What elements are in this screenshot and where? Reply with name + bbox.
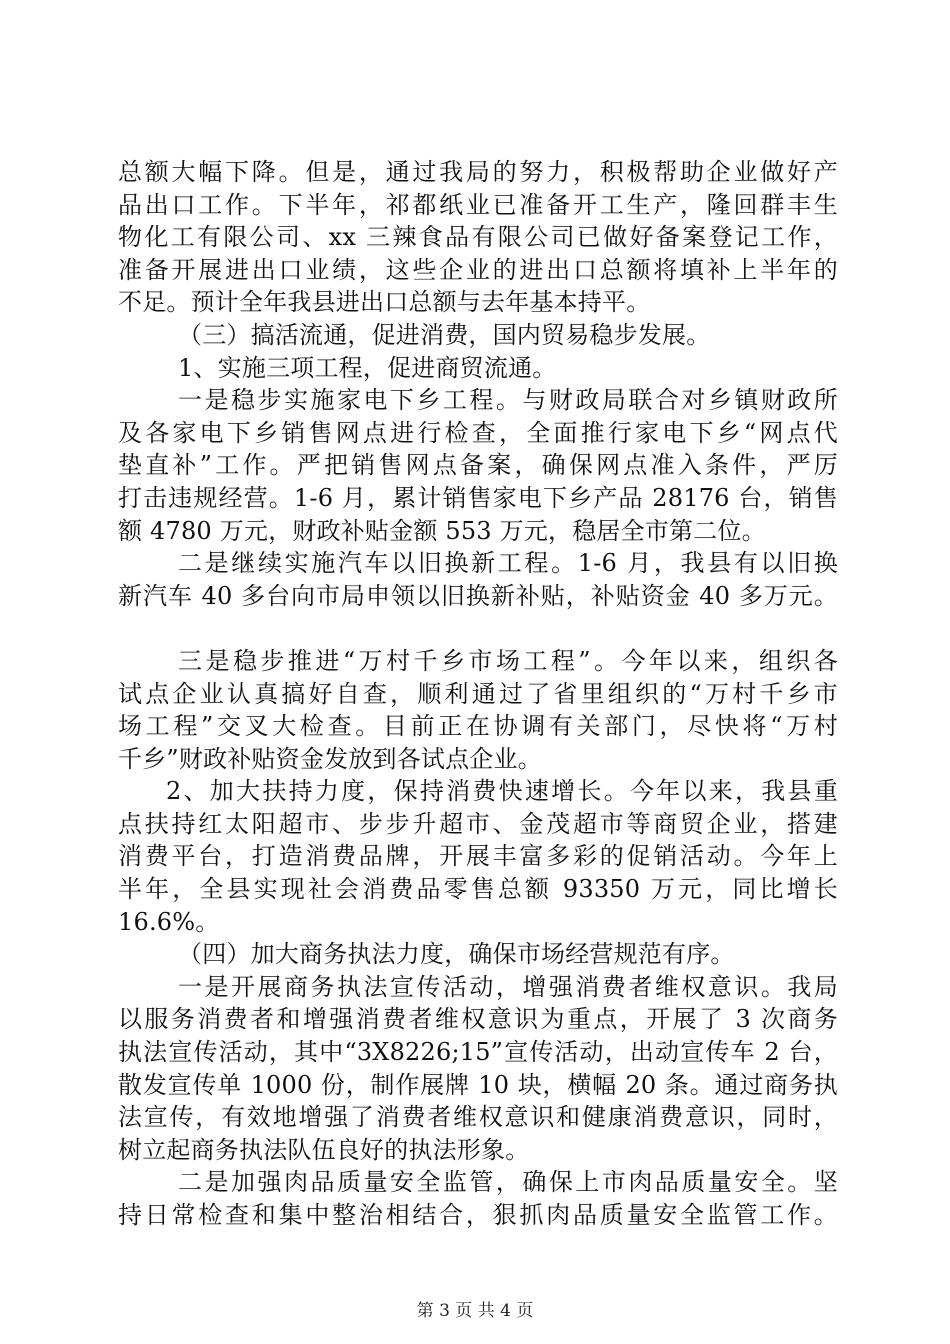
paragraph-line: 垫直补”工作。严把销售网点备案，确保网点准入条件，严厉 <box>118 451 838 480</box>
paragraph-line: 品出口工作。下半年，祁都纸业已准备开工生产，隆回群丰生 <box>118 190 838 219</box>
paragraph-line: 三是稳步推进“万村千乡市场工程”。今年以来，组织各 <box>178 646 838 675</box>
blank-line <box>118 612 838 645</box>
paragraph-line: 一是开展商务执法宣传活动，增强消费者维权意识。我局 <box>178 972 838 1001</box>
page-footer <box>0 1296 950 1321</box>
paragraph-line: 法宣传，有效地增强了消费者维权意识和健康消费意识，同时， <box>118 1103 838 1132</box>
page-indicator: 第 3 页 共 4 页 <box>416 1301 534 1321</box>
paragraph-line: 二是继续实施汽车以旧换新工程。1-6 月，我县有以旧换 <box>178 549 838 578</box>
paragraph-line: 千乡”财政补贴资金发放到各试点企业。 <box>118 744 542 773</box>
paragraph-line: 持日常检查和集中整治相结合，狠抓肉品质量安全监管工作。 <box>118 1201 838 1229</box>
document-body <box>118 156 838 1232</box>
subsection-heading: 1、实施三项工程，促进商贸流通。 <box>178 353 557 382</box>
paragraph-line: 试点企业认真搞好自查，顺利通过了省里组织的“万村千乡市 <box>118 679 838 708</box>
paragraph-line: 以服务消费者和增强消费者维权意识为重点，开展了 3 次商务 <box>118 1005 838 1034</box>
paragraph-line: 消费平台，打造消费品牌，开展丰富多彩的促销活动。今年上 <box>118 842 838 871</box>
paragraph-line: 打击违规经营。1-6 月，累计销售家电下乡产品 28176 台，销售 <box>118 483 838 512</box>
paragraph-line: 额 4780 万元，财政补贴金额 553 万元，稳居全市第二位。 <box>118 516 766 545</box>
paragraph-line: 二是加强肉品质量安全监管，确保上市肉品质量安全。坚 <box>178 1168 838 1197</box>
paragraph-line: 执法宣传活动，其中“3X8226;15”宣传活动，出动宣传车 2 台， <box>118 1038 838 1067</box>
paragraph-line: 准备开展进出口业绩，这些企业的进出口总额将填补上半年的 <box>118 255 838 284</box>
paragraph-line: 不足。预计全年我县进出口总额与去年基本持平。 <box>118 288 651 317</box>
paragraph-line: 16.6%。 <box>118 907 220 936</box>
paragraph-line: 物化工有限公司、xx 三辣食品有限公司已做好备案登记工作， <box>118 223 838 252</box>
section-heading: （三）搞活流通，促进消费，国内贸易稳步发展。 <box>178 320 711 349</box>
paragraph-line: 一是稳步实施家电下乡工程。与财政局联合对乡镇财政所 <box>178 386 838 415</box>
paragraph-line: 及各家电下乡销售网点进行检查，全面推行家电下乡“网点代 <box>118 418 838 447</box>
subsection-heading: 2、加大扶持力度，保持消费快速增长。今年以来，我县重 <box>166 777 838 806</box>
paragraph-line: 新汽车 40 多台向市局申领以旧换新补贴，补贴资金 40 多万元。 <box>118 581 838 610</box>
paragraph-line: 点扶持红太阳超市、步步升超市、金茂超市等商贸企业，搭建 <box>118 809 838 838</box>
paragraph-line: 场工程”交叉大检查。目前正在协调有关部门，尽快将“万村 <box>118 712 838 741</box>
paragraph-line: 树立起商务执法队伍良好的执法形象。 <box>118 1135 530 1164</box>
section-heading: （四）加大商务执法力度，确保市场经营规范有序。 <box>178 940 735 969</box>
paragraph-line: 总额大幅下降。但是，通过我局的努力，积极帮助企业做好产 <box>118 158 838 186</box>
paragraph-line: 散发宣传单 1000 份，制作展牌 10 块，横幅 20 条。通过商务执 <box>118 1070 838 1099</box>
paragraph-line: 半年，全县实现社会消费品零售总额 93350 万元，同比增长 <box>118 875 838 904</box>
